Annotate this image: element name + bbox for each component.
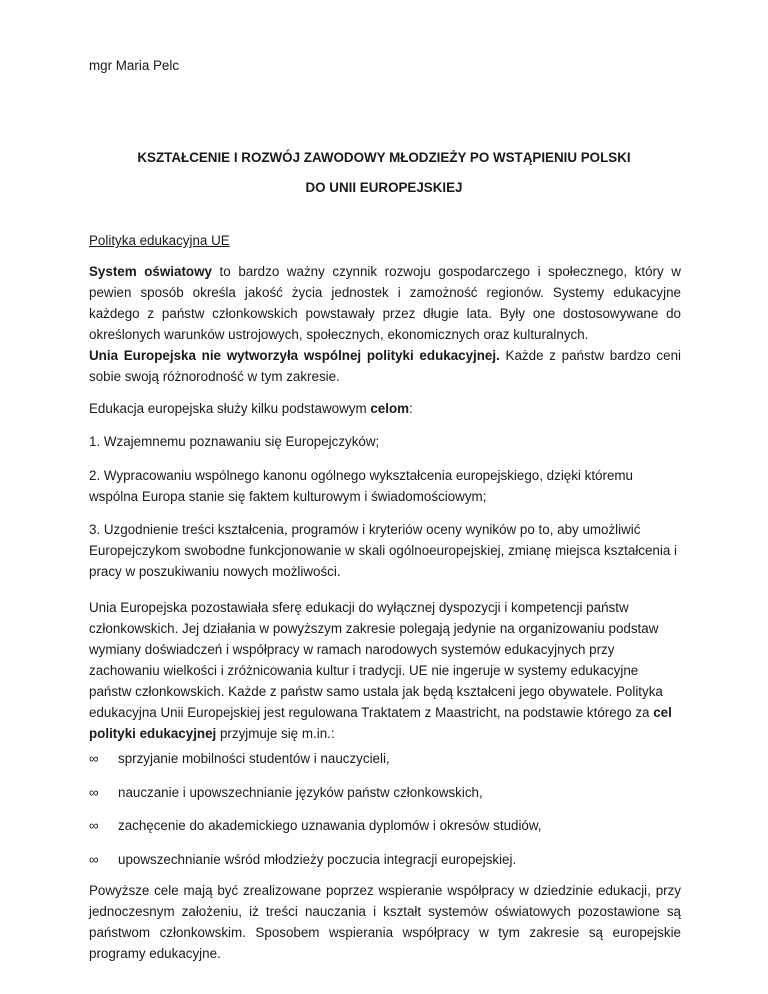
document-title-line-2: DO UNII EUROPEJSKIEJ — [305, 180, 463, 195]
list-item-text: upowszechnianie wśród młodzieży poczucia integracji europejskiej. — [118, 852, 517, 867]
paragraph-text: Edukacja europejska służy kilku podstawowym — [89, 401, 371, 416]
author-name: mgr Maria Pelc — [89, 58, 180, 73]
paragraph-education-system — [89, 261, 681, 345]
bullet-icon: ∞ — [89, 785, 99, 800]
paragraph-text: Unia Europejska pozostawiała sferę edukacji do wyłącznej dyspozycji i kompetencji państw członkowskich. Jej działania w powyższym zakresie polegają jedynie na organizowaniu podstaw wymiany doświadczeń i współpracy w ramach narodowych systemów edukacyjnych przy zachowaniu wielkości i zróżnicowania kultur i tradycji. UE nie ingeruje w systemy edukacyjne państw członkowskich. Każde z państw samo ustala jak będą kształceni jego obywatele. Polityka edukacyjna Unii Europejskiej jest regulowana Traktatem z Maastricht, na podstawie którego za — [89, 600, 663, 720]
document-title-line-1: KSZTAŁCENIE I ROZWÓJ ZAWODOWY MŁODZIEŻY PO WSTĄPIENIU POLSKI — [137, 150, 631, 165]
paragraph-conclusion: Powyższe cele mają być zrealizowane poprzez wspieranie współpracy w dziedzinie edukacji, przy jednoczesnym założeniu, iż treści nauczania i kształt systemów oświatowych pozostawione są państwom członkowskim. Sposobem wspierania współpracy w tym zakresie są europejskie programy edukacyjne. — [89, 883, 681, 961]
section-heading: Polityka edukacyjna UE — [89, 233, 230, 248]
paragraph-bold-lead: Unia Europejska nie wytworzyła wspólnej polityki edukacyjnej. — [89, 348, 500, 363]
bullet-icon: ∞ — [89, 751, 99, 766]
paragraph-eu-competence — [89, 597, 681, 744]
paragraph-text-end: przyjmuje się m.in.: — [216, 726, 335, 741]
paragraph-eu-policy — [89, 345, 681, 387]
list-item-text: zachęcenie do akademickiego uznawania dyplomów i okresów studiów, — [118, 818, 542, 833]
bullet-icon: ∞ — [89, 852, 99, 867]
paragraph-bold-word: celom — [370, 401, 410, 416]
paragraph-text: to bardzo ważny czynnik rozwoju gospodarczego i społecznego, który w pewien sposób określa jakość życia jednostek i zamożność regionów. Systemy edukacyjne każdego z państw członkowskich powstawały przez długie lata. Były one dostosowywane do określonych warunków ustrojowych, społecznych, ekonomicznych oraz kulturalnych. — [89, 264, 681, 342]
goal-2: 2. Wypracowaniu wspólnego kanonu ogólnego wykształcenia europejskiego, dzięki któremu wspólna Europa stanie się faktem kulturowym i świadomościowym; — [89, 468, 634, 504]
list-item-text: sprzyjanie mobilności studentów i nauczycieli, — [118, 751, 390, 766]
paragraph-text-end: : — [409, 401, 413, 416]
goal-1: 1. Wzajemnemu poznawaniu się Europejczyków; — [89, 434, 380, 449]
paragraph-bold-phrase: cel polityki edukacyjnej — [89, 705, 672, 741]
paragraph-text: Każde z państw bardzo ceni sobie swoją różnorodność w tym zakresie. — [89, 348, 681, 384]
goal-3: 3. Uzgodnienie treści kształcenia, programów i kryteriów oceny wyników po to, aby umożliwić Europejczykom swobodne funkcjonowanie w skali ogólnoeuropejskiej, zmianę miejsca kształcenia i pracy w poszukiwaniu nowych możliwości. — [89, 522, 677, 579]
paragraph-goals-intro — [89, 398, 681, 419]
list-item-text: nauczanie i upowszechnianie języków państw członkowskich, — [118, 785, 483, 800]
bullet-icon: ∞ — [89, 818, 99, 833]
paragraph-bold-lead: System oświatowy — [89, 264, 212, 279]
